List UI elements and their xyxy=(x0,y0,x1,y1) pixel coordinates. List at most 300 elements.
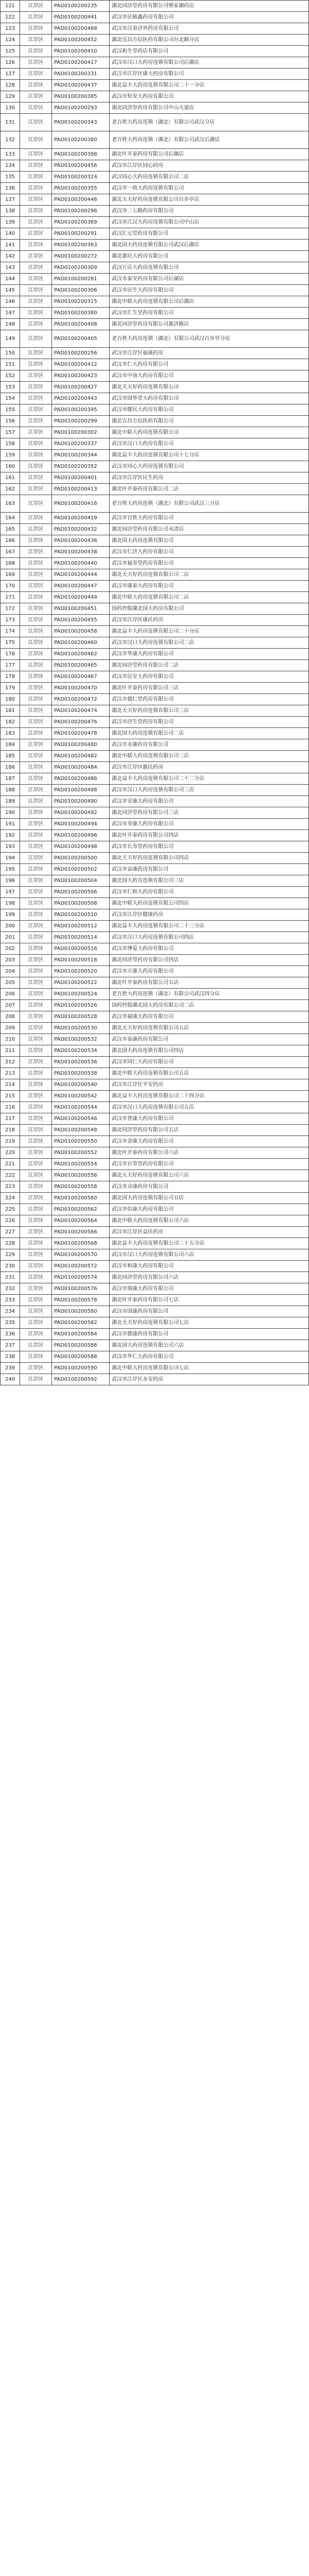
cell-district: 江岸区 xyxy=(20,671,52,683)
cell-index: 149 xyxy=(1,330,20,348)
cell-pharmacy-name: 武汉市健民大药房有限公司 xyxy=(110,404,309,416)
cell-code: PAD0100200574 xyxy=(52,1272,110,1283)
cell-district: 江岸区 xyxy=(20,1351,52,1363)
cell-index: 150 xyxy=(1,348,20,359)
cell-pharmacy-name: 武汉市民桢鑫药房有限公司 xyxy=(110,12,309,23)
cell-pharmacy-name: 湖北天天好药房连锁有限公司三店 xyxy=(110,705,309,717)
cell-code: PAD0100200576 xyxy=(52,1283,110,1295)
cell-code: PAD0100200398 xyxy=(52,149,110,160)
cell-index: 131 xyxy=(1,114,20,131)
table-row xyxy=(1,864,309,875)
cell-district: 江岸区 xyxy=(20,932,52,943)
cell-pharmacy-name: 湖北叶开泰药房有限公司后湖店 xyxy=(110,149,309,160)
table-row xyxy=(1,404,309,416)
cell-code: PAD0100200437 xyxy=(52,80,110,91)
cell-pharmacy-name: 湖北宜昌方信医药有限公司台北路分店 xyxy=(110,35,309,46)
table-row xyxy=(1,35,309,46)
cell-district: 江岸区 xyxy=(20,535,52,547)
cell-index: 173 xyxy=(1,615,20,626)
cell-district: 江岸区 xyxy=(20,149,52,160)
cell-pharmacy-name: 湖北同济堂药房有限公司二店 xyxy=(110,660,309,671)
table-row xyxy=(1,1045,309,1057)
cell-district: 江岸区 xyxy=(20,989,52,1000)
table-row xyxy=(1,989,309,1000)
cell-district: 江岸区 xyxy=(20,35,52,46)
cell-pharmacy-name: 湖北中联大药房连锁有限公司七店 xyxy=(110,1363,309,1374)
cell-district: 江岸区 xyxy=(20,1272,52,1283)
cell-code: PAD0100200315 xyxy=(52,296,110,308)
table-row xyxy=(1,296,309,308)
table-row xyxy=(1,217,309,228)
cell-pharmacy-name: 湖北中联大药房连锁有限公司 xyxy=(110,427,309,438)
cell-index: 169 xyxy=(1,569,20,581)
cell-code: PAD0100200408 xyxy=(52,319,110,330)
cell-pharmacy-name: 武汉市汉春济世药房有限公司 xyxy=(110,23,309,35)
cell-code: PAD0100200588 xyxy=(52,1351,110,1363)
cell-district: 江岸区 xyxy=(20,438,52,450)
cell-district: 江岸区 xyxy=(20,569,52,581)
cell-pharmacy-name: 武汉市华仁大药房有限公司 xyxy=(110,1351,309,1363)
cell-pharmacy-name: 湖北同济堂药房有限公司永清店 xyxy=(110,524,309,535)
table-row xyxy=(1,149,309,160)
table-row xyxy=(1,853,309,864)
table-row xyxy=(1,819,309,830)
cell-district: 江岸区 xyxy=(20,977,52,989)
cell-district: 江岸区 xyxy=(20,921,52,932)
table-row xyxy=(1,69,309,80)
table-row xyxy=(1,1102,309,1113)
cell-index: 177 xyxy=(1,660,20,671)
cell-district: 江岸区 xyxy=(20,172,52,183)
table-row xyxy=(1,796,309,807)
cell-pharmacy-name: 武汉市民生大药房有限公司 xyxy=(110,285,309,296)
cell-index: 170 xyxy=(1,581,20,592)
cell-district: 江岸区 xyxy=(20,1045,52,1057)
cell-district: 江岸区 xyxy=(20,285,52,296)
table-row xyxy=(1,1125,309,1136)
cell-district: 江岸区 xyxy=(20,841,52,853)
cell-district: 江岸区 xyxy=(20,160,52,172)
cell-index: 126 xyxy=(1,57,20,69)
table-row xyxy=(1,160,309,172)
cell-pharmacy-name: 湖北中联大药房连锁有限公司二店 xyxy=(110,592,309,603)
cell-district: 江岸区 xyxy=(20,348,52,359)
cell-index: 238 xyxy=(1,1351,20,1363)
cell-index: 209 xyxy=(1,1023,20,1034)
cell-district: 江岸区 xyxy=(20,359,52,370)
cell-pharmacy-name: 武汉市百姓大药房有限公司 xyxy=(110,513,309,524)
cell-district: 江岸区 xyxy=(20,251,52,262)
cell-code: PAD0100200455 xyxy=(52,615,110,626)
cell-index: 229 xyxy=(1,1249,20,1261)
cell-pharmacy-name: 武汉市金康大药房有限公司 xyxy=(110,1136,309,1147)
cell-pharmacy-name: 武汉市安康大药房有限公司 xyxy=(110,796,309,807)
cell-pharmacy-name: 武汉同心大药房连锁有限公司二店 xyxy=(110,172,309,183)
cell-district: 江岸区 xyxy=(20,830,52,841)
cell-index: 183 xyxy=(1,728,20,739)
cell-code: PAD0100200534 xyxy=(52,1045,110,1057)
cell-code: PAD0100200352 xyxy=(52,461,110,472)
cell-code: PAD0100200369 xyxy=(52,217,110,228)
table-row xyxy=(1,23,309,35)
cell-district: 江岸区 xyxy=(20,1,52,12)
cell-pharmacy-name: 湖北中联大药房连锁有限公司五店 xyxy=(110,1068,309,1079)
cell-code: PAD0100200568 xyxy=(52,1238,110,1249)
table-row xyxy=(1,751,309,762)
cell-pharmacy-name: 湖北国大药房连锁有限公司六店 xyxy=(110,1340,309,1351)
cell-code: PAD0100200281 xyxy=(52,274,110,285)
cell-index: 178 xyxy=(1,671,20,683)
cell-code: PAD0100200272 xyxy=(52,251,110,262)
cell-index: 201 xyxy=(1,932,20,943)
cell-code: PAD0100200572 xyxy=(52,1261,110,1272)
cell-index: 153 xyxy=(1,382,20,393)
cell-pharmacy-name: 湖北叶开泰药房有限公司七店 xyxy=(110,1295,309,1306)
cell-pharmacy-name: 湖北天天好药房连锁有限公司七店 xyxy=(110,1317,309,1329)
cell-district: 江岸区 xyxy=(20,46,52,57)
cell-district: 江岸区 xyxy=(20,603,52,615)
cell-index: 220 xyxy=(1,1147,20,1159)
cell-index: 129 xyxy=(1,91,20,103)
cell-code: PAD0100200532 xyxy=(52,1034,110,1045)
cell-code: PAD0100200472 xyxy=(52,694,110,705)
cell-code: PAD0100200296 xyxy=(52,206,110,217)
cell-code: PAD0100200586 xyxy=(52,1340,110,1351)
table-row xyxy=(1,547,309,558)
cell-district: 江岸区 xyxy=(20,524,52,535)
cell-code: PAD0100200291 xyxy=(52,228,110,240)
cell-code: PAD0100200530 xyxy=(52,1023,110,1034)
cell-index: 135 xyxy=(1,172,20,183)
cell-index: 175 xyxy=(1,637,20,649)
cell-district: 江岸区 xyxy=(20,909,52,921)
table-row xyxy=(1,450,309,461)
cell-pharmacy-name: 武汉市一致大药房连锁有限公司 xyxy=(110,183,309,194)
cell-index: 172 xyxy=(1,603,20,615)
cell-district: 江岸区 xyxy=(20,751,52,762)
cell-index: 232 xyxy=(1,1283,20,1295)
cell-district: 江岸区 xyxy=(20,131,52,149)
cell-pharmacy-name: 湖北益丰大药房连锁有限公司十七分店 xyxy=(110,450,309,461)
table-row xyxy=(1,1283,309,1295)
cell-pharmacy-name: 武汉市博爱大药房有限公司 xyxy=(110,943,309,955)
cell-district: 江岸区 xyxy=(20,296,52,308)
cell-pharmacy-name: 武汉市泰康药房有限公司 xyxy=(110,1034,309,1045)
cell-district: 江岸区 xyxy=(20,114,52,131)
table-row xyxy=(1,240,309,251)
cell-district: 江岸区 xyxy=(20,1204,52,1215)
cell-index: 237 xyxy=(1,1340,20,1351)
cell-index: 156 xyxy=(1,416,20,427)
cell-code: PAD0100200456 xyxy=(52,160,110,172)
table-body xyxy=(1,1,309,1385)
cell-code: PAD0100200293 xyxy=(52,103,110,114)
cell-index: 184 xyxy=(1,739,20,751)
cell-code: PAD0100200344 xyxy=(52,450,110,461)
cell-district: 江岸区 xyxy=(20,1079,52,1091)
cell-code: PAD0100200508 xyxy=(52,898,110,909)
cell-code: PAD0100200470 xyxy=(52,683,110,694)
table-row xyxy=(1,955,309,966)
table-row xyxy=(1,274,309,285)
cell-code: PAD0100200488 xyxy=(52,785,110,796)
cell-code: PAD0100200566 xyxy=(52,1227,110,1238)
table-row xyxy=(1,172,309,183)
cell-code: PAD0100200343 xyxy=(52,114,110,131)
cell-pharmacy-name: 武汉市江岸区平安药房 xyxy=(110,1079,309,1091)
cell-district: 江岸区 xyxy=(20,626,52,637)
cell-code: PAD0100200556 xyxy=(52,1170,110,1181)
cell-code: PAD0100200299 xyxy=(52,416,110,427)
cell-pharmacy-name: 武汉市众康药房有限公司 xyxy=(110,1181,309,1193)
cell-district: 江岸区 xyxy=(20,404,52,416)
cell-district: 江岸区 xyxy=(20,1136,52,1147)
cell-district: 江岸区 xyxy=(20,966,52,977)
cell-index: 198 xyxy=(1,898,20,909)
table-row xyxy=(1,1136,309,1147)
table-row xyxy=(1,114,309,131)
cell-pharmacy-name: 湖北国大药房连锁有限公司二店 xyxy=(110,728,309,739)
cell-pharmacy-name: 武汉市同心大药房连锁有限公司 xyxy=(110,461,309,472)
cell-pharmacy-name: 湖北益丰大药房连锁有限公司二十五分店 xyxy=(110,1238,309,1249)
cell-code: PAD0100200540 xyxy=(52,1079,110,1091)
cell-pharmacy-name: 武汉市江岸区益民药房 xyxy=(110,1227,309,1238)
table-row xyxy=(1,80,309,91)
cell-index: 152 xyxy=(1,370,20,382)
table-row xyxy=(1,495,309,513)
cell-pharmacy-name: 武汉市同仁大药房有限公司 xyxy=(110,1057,309,1068)
table-row xyxy=(1,382,309,393)
cell-district: 江岸区 xyxy=(20,1215,52,1227)
table-row xyxy=(1,1295,309,1306)
table-row xyxy=(1,348,309,359)
cell-pharmacy-name: 武汉市益康药房有限公司 xyxy=(110,864,309,875)
cell-code: PAD0100200550 xyxy=(52,1136,110,1147)
cell-code: PAD0100200536 xyxy=(52,1057,110,1068)
table-row xyxy=(1,1261,309,1272)
cell-pharmacy-name: 武汉市汉口大药房连锁有限公司四店 xyxy=(110,932,309,943)
cell-index: 143 xyxy=(1,262,20,274)
table-row xyxy=(1,569,309,581)
table-row xyxy=(1,762,309,773)
cell-district: 江岸区 xyxy=(20,461,52,472)
cell-code: PAD0100200436 xyxy=(52,535,110,547)
cell-code: PAD0100200256 xyxy=(52,348,110,359)
cell-pharmacy-name: 武汉市汇生堂药房有限公司 xyxy=(110,308,309,319)
table-row xyxy=(1,977,309,989)
cell-pharmacy-name: 武汉市百草堂药房有限公司 xyxy=(110,1159,309,1170)
cell-code: PAD0100200449 xyxy=(52,592,110,603)
table-row xyxy=(1,427,309,438)
cell-index: 174 xyxy=(1,626,20,637)
cell-district: 江岸区 xyxy=(20,194,52,206)
table-row xyxy=(1,1193,309,1204)
cell-code: PAD0100200494 xyxy=(52,819,110,830)
cell-code: PAD0100200458 xyxy=(52,626,110,637)
cell-index: 216 xyxy=(1,1102,20,1113)
cell-pharmacy-name: 湖北国大药房连锁有限公司五店 xyxy=(110,1193,309,1204)
cell-code: PAD0100200441 xyxy=(52,12,110,23)
cell-pharmacy-name: 武汉市江岸区惠民药房 xyxy=(110,762,309,773)
cell-district: 江岸区 xyxy=(20,57,52,69)
cell-district: 江岸区 xyxy=(20,581,52,592)
cell-index: 221 xyxy=(1,1159,20,1170)
cell-district: 江岸区 xyxy=(20,705,52,717)
cell-pharmacy-name: 武汉市汉口大药房连锁有限公司三店 xyxy=(110,785,309,796)
table-row xyxy=(1,472,309,484)
cell-pharmacy-name: 湖北同济堂药房有限公司惠济路店 xyxy=(110,319,309,330)
cell-index: 138 xyxy=(1,206,20,217)
cell-code: PAD0100200465 xyxy=(52,660,110,671)
cell-code: PAD0100200592 xyxy=(52,1374,110,1385)
cell-code: PAD0100200337 xyxy=(52,438,110,450)
cell-district: 江岸区 xyxy=(20,853,52,864)
cell-code: PAD0100200309 xyxy=(52,262,110,274)
cell-index: 193 xyxy=(1,841,20,853)
table-row xyxy=(1,103,309,114)
cell-district: 江岸区 xyxy=(20,649,52,660)
cell-index: 207 xyxy=(1,1000,20,1011)
cell-district: 江岸区 xyxy=(20,228,52,240)
cell-index: 124 xyxy=(1,35,20,46)
cell-code: PAD0100200438 xyxy=(52,547,110,558)
cell-pharmacy-name: 湖北叶开泰药房有限公司五店 xyxy=(110,977,309,989)
table-row xyxy=(1,773,309,785)
cell-district: 江岸区 xyxy=(20,103,52,114)
cell-district: 江岸区 xyxy=(20,23,52,35)
cell-index: 212 xyxy=(1,1057,20,1068)
cell-pharmacy-name: 湖北同济堂药房有限公司中山大道店 xyxy=(110,103,309,114)
cell-code: PAD0100200558 xyxy=(52,1181,110,1193)
cell-code: PAD0100200522 xyxy=(52,977,110,989)
cell-index: 225 xyxy=(1,1204,20,1215)
cell-code: PAD0100200492 xyxy=(52,807,110,819)
cell-district: 江岸区 xyxy=(20,1238,52,1249)
table-row xyxy=(1,484,309,495)
cell-pharmacy-name: 武汉市长寿堂药房有限公司 xyxy=(110,841,309,853)
cell-index: 210 xyxy=(1,1034,20,1045)
table-row xyxy=(1,739,309,751)
cell-district: 江岸区 xyxy=(20,450,52,461)
cell-code: PAD0100200512 xyxy=(52,921,110,932)
cell-index: 206 xyxy=(1,989,20,1000)
cell-pharmacy-name: 武汉市普康大药房有限公司 xyxy=(110,1113,309,1125)
cell-code: PAD0100200331 xyxy=(52,69,110,80)
cell-pharmacy-name: 武汉市汉口大药房连锁有限公司六店 xyxy=(110,1249,309,1261)
cell-index: 180 xyxy=(1,694,20,705)
table-row xyxy=(1,728,309,739)
cell-index: 163 xyxy=(1,495,20,513)
cell-code: PAD0100200516 xyxy=(52,943,110,955)
cell-index: 230 xyxy=(1,1261,20,1272)
cell-code: PAD0100200520 xyxy=(52,966,110,977)
cell-index: 186 xyxy=(1,762,20,773)
cell-pharmacy-name: 湖北国大药房连锁有限公司武汉后湖店 xyxy=(110,240,309,251)
cell-pharmacy-name: 湖北益丰大药房连锁有限公司二十二分店 xyxy=(110,773,309,785)
cell-code: PAD0100200504 xyxy=(52,875,110,887)
cell-district: 江岸区 xyxy=(20,1283,52,1295)
table-row xyxy=(1,717,309,728)
cell-pharmacy-name: 武汉市泰安药房有限公司后湖店 xyxy=(110,274,309,285)
cell-code: PAD0100200570 xyxy=(52,1249,110,1261)
cell-district: 江岸区 xyxy=(20,1295,52,1306)
cell-code: PAD0100200474 xyxy=(52,705,110,717)
cell-code: PAD0100200416 xyxy=(52,495,110,513)
cell-pharmacy-name: 湖北叶开泰药房有限公司三店 xyxy=(110,683,309,694)
cell-index: 125 xyxy=(1,46,20,57)
cell-code: PAD0100200560 xyxy=(52,1193,110,1204)
cell-pharmacy-name: 武汉市福寿堂药房有限公司 xyxy=(110,558,309,569)
cell-index: 223 xyxy=(1,1181,20,1193)
cell-district: 江岸区 xyxy=(20,1363,52,1374)
cell-index: 208 xyxy=(1,1011,20,1023)
cell-index: 204 xyxy=(1,966,20,977)
cell-pharmacy-name: 老百姓大药房连锁（湖北）有限公司武汉百步亭分店 xyxy=(110,330,309,348)
cell-district: 江岸区 xyxy=(20,274,52,285)
cell-district: 江岸区 xyxy=(20,69,52,80)
cell-district: 江岸区 xyxy=(20,887,52,898)
table-row xyxy=(1,1351,309,1363)
cell-district: 江岸区 xyxy=(20,1181,52,1193)
cell-code: PAD0100200486 xyxy=(52,773,110,785)
cell-district: 江岸区 xyxy=(20,875,52,887)
cell-district: 江岸区 xyxy=(20,1374,52,1385)
cell-index: 211 xyxy=(1,1045,20,1057)
cell-pharmacy-name: 武汉市恒安大药房有限公司 xyxy=(110,91,309,103)
cell-index: 215 xyxy=(1,1091,20,1102)
cell-index: 154 xyxy=(1,393,20,404)
cell-code: PAD0100200506 xyxy=(52,887,110,898)
table-row xyxy=(1,1,309,12)
table-row xyxy=(1,694,309,705)
cell-index: 222 xyxy=(1,1170,20,1181)
cell-index: 133 xyxy=(1,149,20,160)
cell-district: 江岸区 xyxy=(20,308,52,319)
cell-index: 190 xyxy=(1,807,20,819)
cell-district: 江岸区 xyxy=(20,1068,52,1079)
cell-pharmacy-name: 湖北叶开泰药房有限公司四店 xyxy=(110,830,309,841)
cell-code: PAD0100200324 xyxy=(52,172,110,183)
cell-index: 200 xyxy=(1,921,20,932)
table-row xyxy=(1,1023,309,1034)
table-row xyxy=(1,1374,309,1385)
cell-district: 江岸区 xyxy=(20,547,52,558)
cell-pharmacy-name: 武汉市瑞康大药房有限公司 xyxy=(110,1283,309,1295)
cell-code: PAD0100200417 xyxy=(52,57,110,69)
cell-district: 江岸区 xyxy=(20,762,52,773)
table-row xyxy=(1,649,309,660)
cell-index: 167 xyxy=(1,547,20,558)
cell-district: 江岸区 xyxy=(20,330,52,348)
cell-index: 161 xyxy=(1,472,20,484)
cell-pharmacy-name: 武汉市中南大药房有限公司 xyxy=(110,370,309,382)
cell-district: 江岸区 xyxy=(20,206,52,217)
cell-code: PAD0100200524 xyxy=(52,989,110,1000)
cell-code: PAD0100200432 xyxy=(52,524,110,535)
cell-pharmacy-name: 湖北益丰大药房连锁有限公司二十分店 xyxy=(110,626,309,637)
cell-code: PAD0100200552 xyxy=(52,1147,110,1159)
table-row xyxy=(1,909,309,921)
cell-district: 江岸区 xyxy=(20,1091,52,1102)
cell-pharmacy-name: 湖北国大药房连锁有限公司三店 xyxy=(110,875,309,887)
cell-district: 江岸区 xyxy=(20,739,52,751)
cell-district: 江岸区 xyxy=(20,819,52,830)
cell-code: PAD0100200584 xyxy=(52,1329,110,1340)
cell-pharmacy-name: 湖北中联大药房连锁有限公司六店 xyxy=(110,1215,309,1227)
table-row xyxy=(1,1204,309,1215)
table-row xyxy=(1,370,309,382)
cell-code: PAD0100200462 xyxy=(52,649,110,660)
